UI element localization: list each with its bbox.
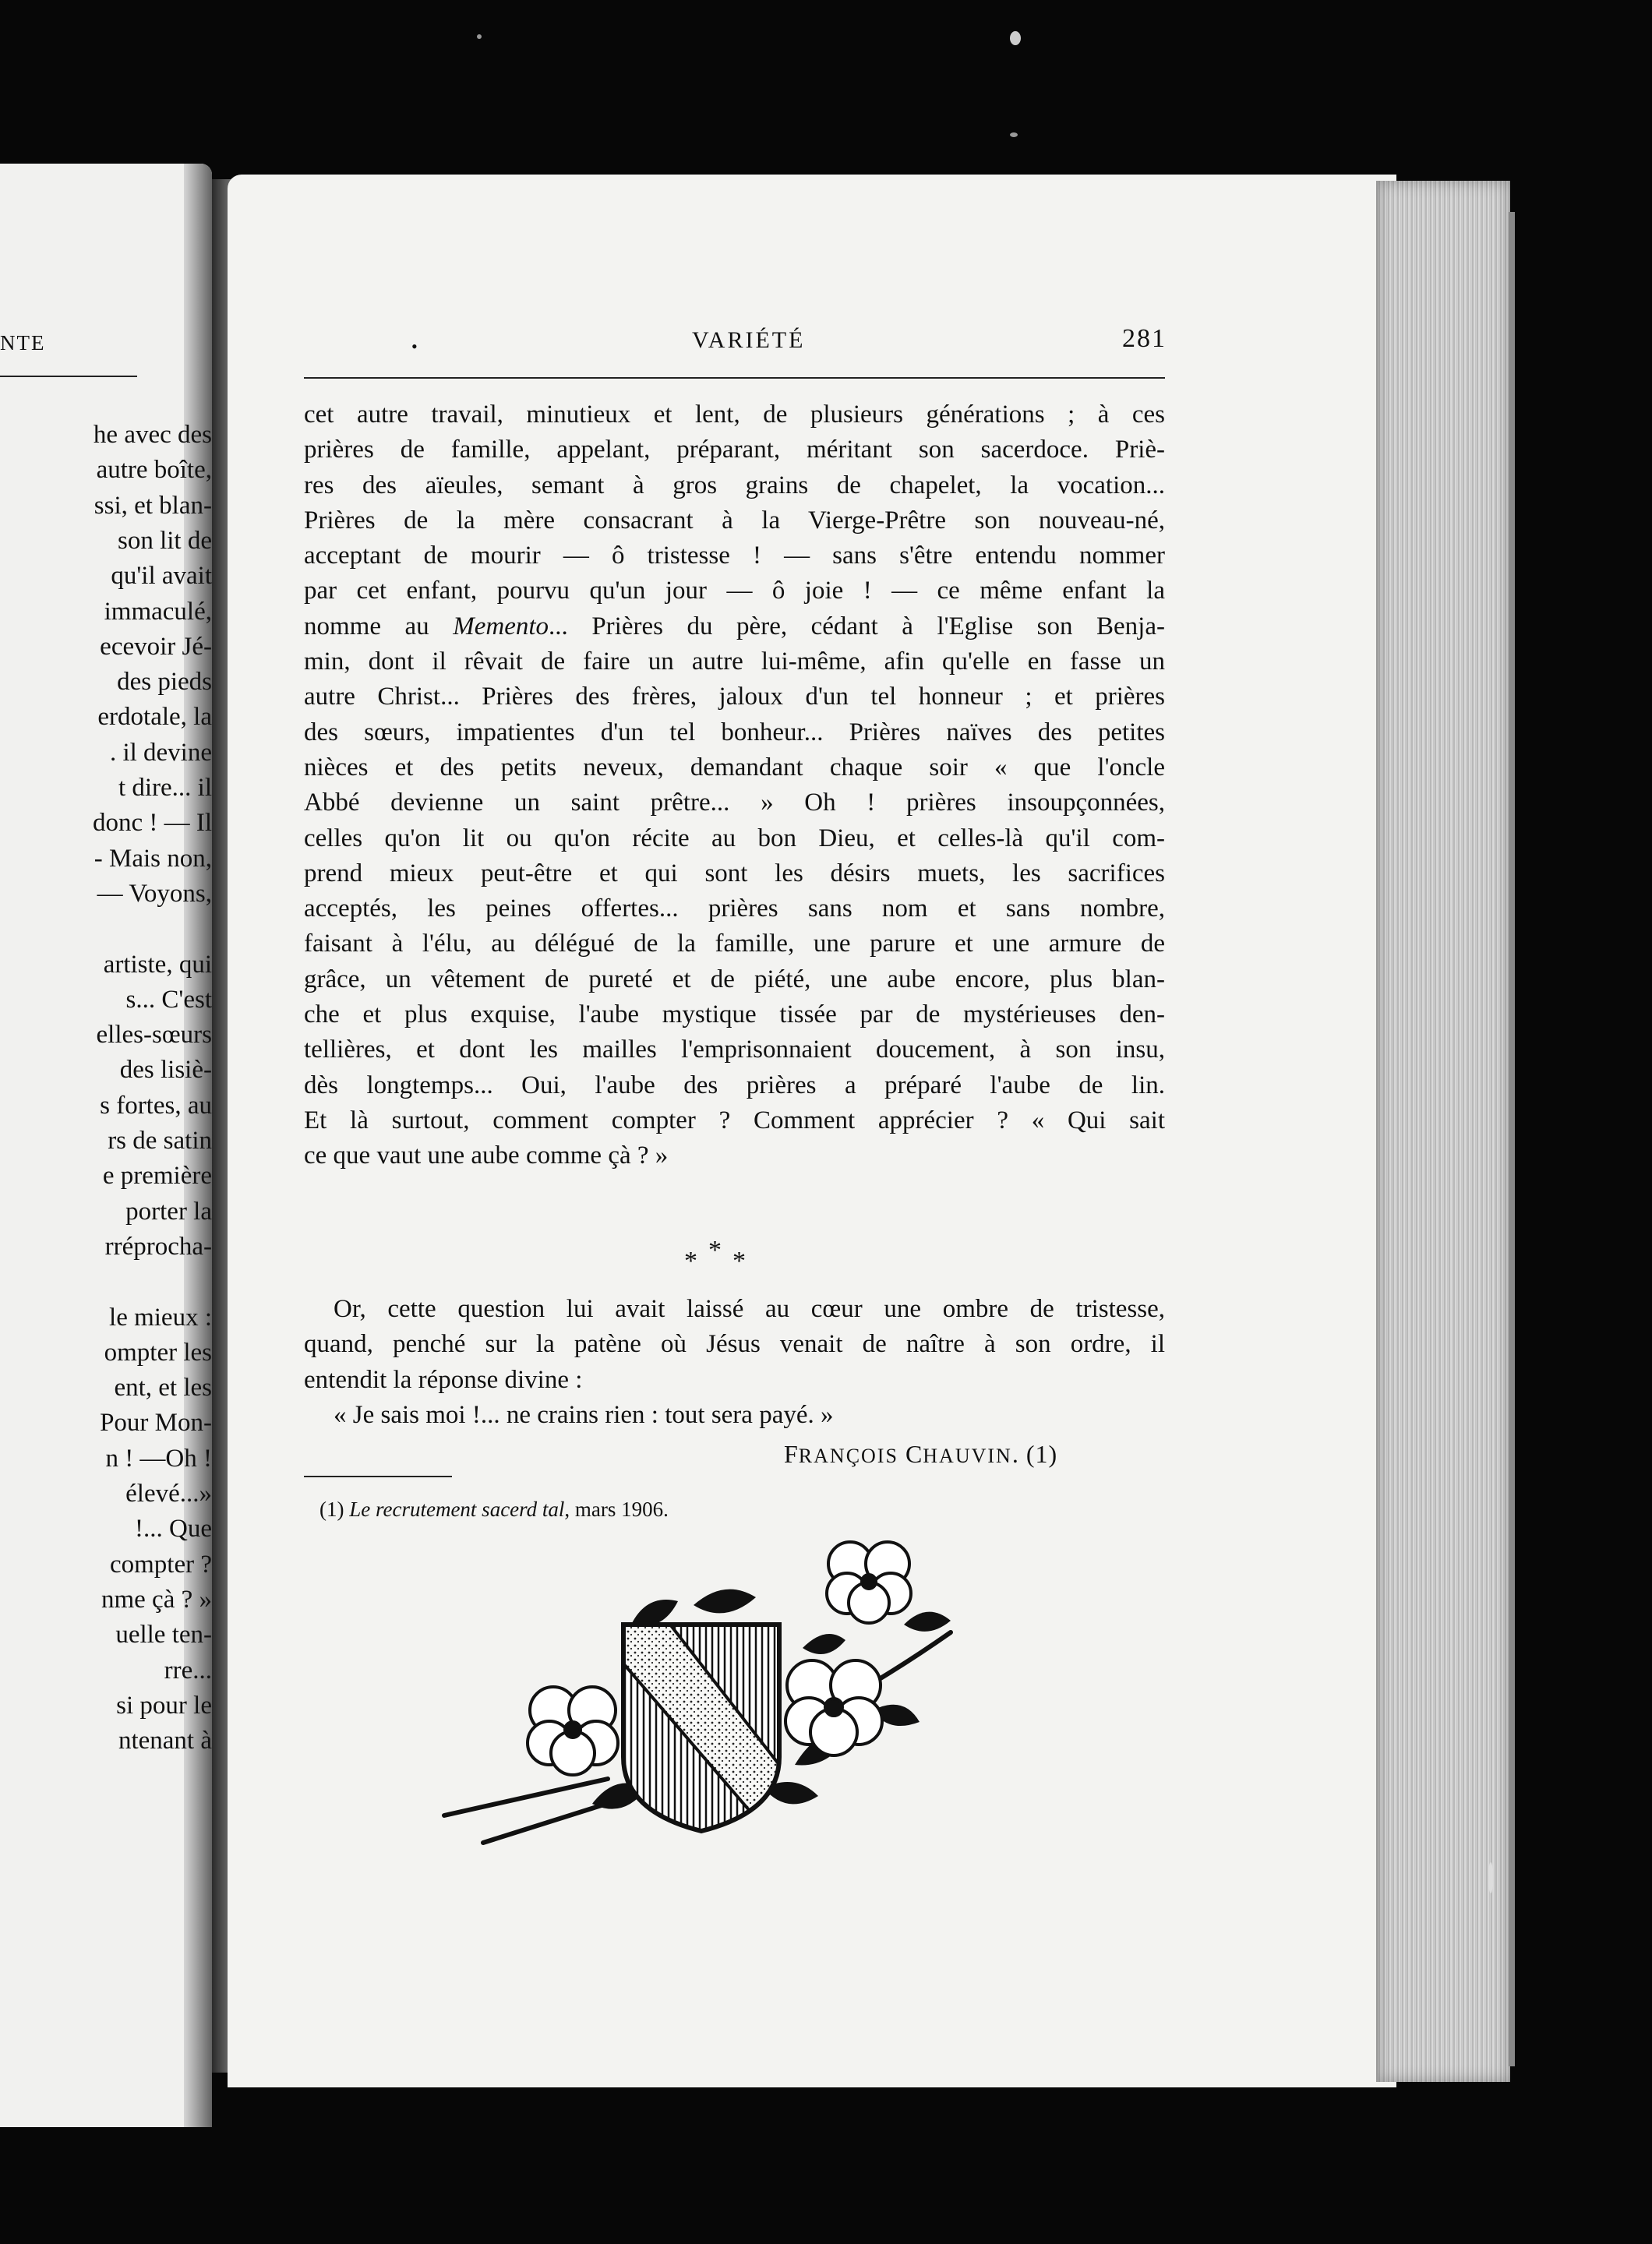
page-number: 281: [1122, 324, 1167, 353]
dust-speck: [1010, 132, 1018, 137]
quote-line: « Je sais moi !... ne crains rien : tout sera payé. »: [334, 1400, 834, 1429]
text-line: Et là surtout, comment compter ? Comment apprécier ? « Qui sait: [304, 1106, 1165, 1134]
text-line: Prières de la mère consacrant à la Vierge-Prêtre son nouveau-né,: [304, 506, 1165, 535]
left-page-line: t dire... il: [118, 774, 212, 802]
left-page-line: rréprocha-: [104, 1232, 212, 1261]
text-line: Abbé devienne un saint prêtre... » Oh ! prières insoupçonnées,: [304, 789, 1165, 817]
left-page-line: son lit de: [118, 526, 212, 555]
dust-speck: [1010, 31, 1021, 45]
left-page-line: Pour Mon-: [100, 1409, 212, 1438]
left-page-line: elles-sœurs: [96, 1021, 212, 1050]
left-page-line: rre...: [164, 1656, 212, 1685]
footnote-title: Le recrutement sacerd tal: [349, 1498, 565, 1521]
signature-initial-first: F: [784, 1440, 799, 1468]
left-page-line: qu'il avait: [111, 562, 212, 591]
left-page-line: autre boîte,: [96, 456, 212, 485]
left-page-line: s fortes, au: [100, 1091, 212, 1120]
text-line: acceptant de mourir — ô tristesse ! — sans s'être entendu nommer: [304, 542, 1165, 570]
text-line: cet autre travail, minutieux et lent, de plusieurs générations ; à ces: [304, 400, 1165, 429]
text-line: grâce, un vêtement de pureté et de piété, une aube encore, plus blan-: [304, 965, 1165, 993]
left-page-line: porter la: [125, 1197, 212, 1226]
left-page-line: ssi, et blan-: [94, 491, 212, 520]
paragraph-1: [304, 397, 1165, 1174]
text-line: che et plus exquise, l'aube mystique tissée par de mystérieuses den-: [304, 1000, 1165, 1029]
signature: [784, 1440, 1057, 1469]
text-line: des sœurs, impatientes d'un tel bonheur... Prières naïves des petites: [304, 718, 1165, 746]
signature-last-name: HAUVIN: [923, 1445, 1012, 1467]
text-line: tellières, et dont les mailles l'emprisonnaient doucement, à son insu,: [304, 1036, 1165, 1064]
text-line: dès longtemps... Oui, l'aube des prières a préparé l'aube de lin.: [304, 1071, 1165, 1099]
left-page-line: erdotale, la: [97, 703, 212, 732]
left-page-line: ompter les: [104, 1338, 212, 1367]
page-edges: [1376, 181, 1510, 2082]
running-head-mark: •: [411, 337, 420, 356]
signature-first-name: RANÇOIS: [798, 1445, 898, 1467]
text-line: faisant à l'élu, au délégué de la famille, une parure et une armure de: [304, 930, 1165, 958]
left-page: [0, 164, 212, 2127]
body-text: [304, 397, 1165, 1174]
footnote-date: , mars 1906.: [564, 1498, 669, 1521]
left-page-line: ecevoir Jé-: [100, 632, 212, 661]
footnote: [319, 1498, 669, 1522]
text-line: acceptés, les peines offertes... prières sans nom et sans nombre,: [304, 894, 1165, 923]
text-line: par cet enfant, pourvu qu'un jour — ô joie ! — ce même enfant la: [304, 577, 1165, 605]
left-page-line: donc ! — Il: [92, 809, 212, 838]
text-line: entendit la réponse divine :: [304, 1365, 583, 1394]
left-page-line: si pour le: [116, 1691, 212, 1720]
body-text-2: [304, 1292, 1165, 1433]
left-page-line: ntenant à: [118, 1727, 212, 1755]
left-page-line: — Voyons,: [97, 879, 212, 908]
head-rule: [304, 377, 1165, 379]
dust-speck: [1488, 1862, 1493, 1893]
left-page-line: immaculé,: [104, 597, 212, 626]
left-page-line: des pieds: [117, 668, 212, 697]
text-line: autre Christ... Prières des frères, jaloux d'un tel honneur ; et prières: [304, 683, 1165, 711]
signature-note: . (1): [1011, 1440, 1058, 1468]
text-line: nomme au Memento... Prières du père, cédant à l'Eglise son Benja-: [304, 612, 1165, 640]
left-page-line: n ! —Oh !: [105, 1444, 212, 1473]
left-page-line: uelle ten-: [115, 1621, 212, 1649]
left-page-line: s... C'est: [125, 985, 212, 1014]
text-line: res des aïeules, semant à gros grains de chapelet, la vocation...: [304, 471, 1165, 499]
footnote-marker: (1): [319, 1498, 344, 1521]
footnote-rule: [304, 1476, 452, 1477]
text-line: prières de famille, appelant, préparant, méritant son sacerdoce. Priè-: [304, 436, 1165, 464]
coat-of-arms-vignette: [436, 1531, 1029, 1858]
text-line: prend mieux peut-être et qui sont les désirs muets, les sacrifices: [304, 859, 1165, 887]
left-page-line: nme çà ? »: [101, 1585, 212, 1614]
text-line: ce que vaut une aube comme çà ? »: [304, 1141, 669, 1170]
left-page-line: des lisiè-: [119, 1056, 212, 1085]
left-page-line: le mieux :: [109, 1303, 212, 1332]
left-page-line: e première: [102, 1162, 212, 1191]
dust-speck: [477, 34, 482, 39]
text-line: celles qu'on lit ou qu'on récite au bon Dieu, et celles-là qu'il com-: [304, 824, 1165, 852]
asterism: ***: [684, 1236, 757, 1275]
running-head: VARIÉTÉ: [692, 327, 806, 353]
left-page-line: ent, et les: [114, 1374, 212, 1402]
left-page-line: !... Que: [135, 1515, 212, 1544]
left-page-line: - Mais non,: [94, 844, 212, 873]
text-line: quand, penché sur la patène où Jésus venait de naître à son ordre, il: [304, 1330, 1165, 1359]
left-page-line: compter ?: [109, 1550, 212, 1579]
text-line: min, dont il rêvait de faire un autre lui-même, afin qu'elle en fasse un: [304, 647, 1165, 676]
left-running-head: NTE: [0, 331, 46, 355]
paragraph-2: [304, 1292, 1165, 1398]
left-page-line: rs de satin: [108, 1127, 212, 1155]
left-head-rule: [0, 376, 137, 377]
text-line: Or, cette question lui avait laissé au cœur une ombre de tristesse,: [334, 1295, 1165, 1323]
left-page-line: . il devine: [109, 738, 212, 767]
text-line: nièces et des petits neveux, demandant chaque soir « que l'oncle: [304, 753, 1165, 782]
left-page-line: he avec des: [93, 421, 212, 449]
signature-initial-last: C: [905, 1440, 923, 1468]
left-page-line: élevé...»: [125, 1480, 212, 1508]
left-page-line: artiste, qui: [103, 950, 212, 979]
